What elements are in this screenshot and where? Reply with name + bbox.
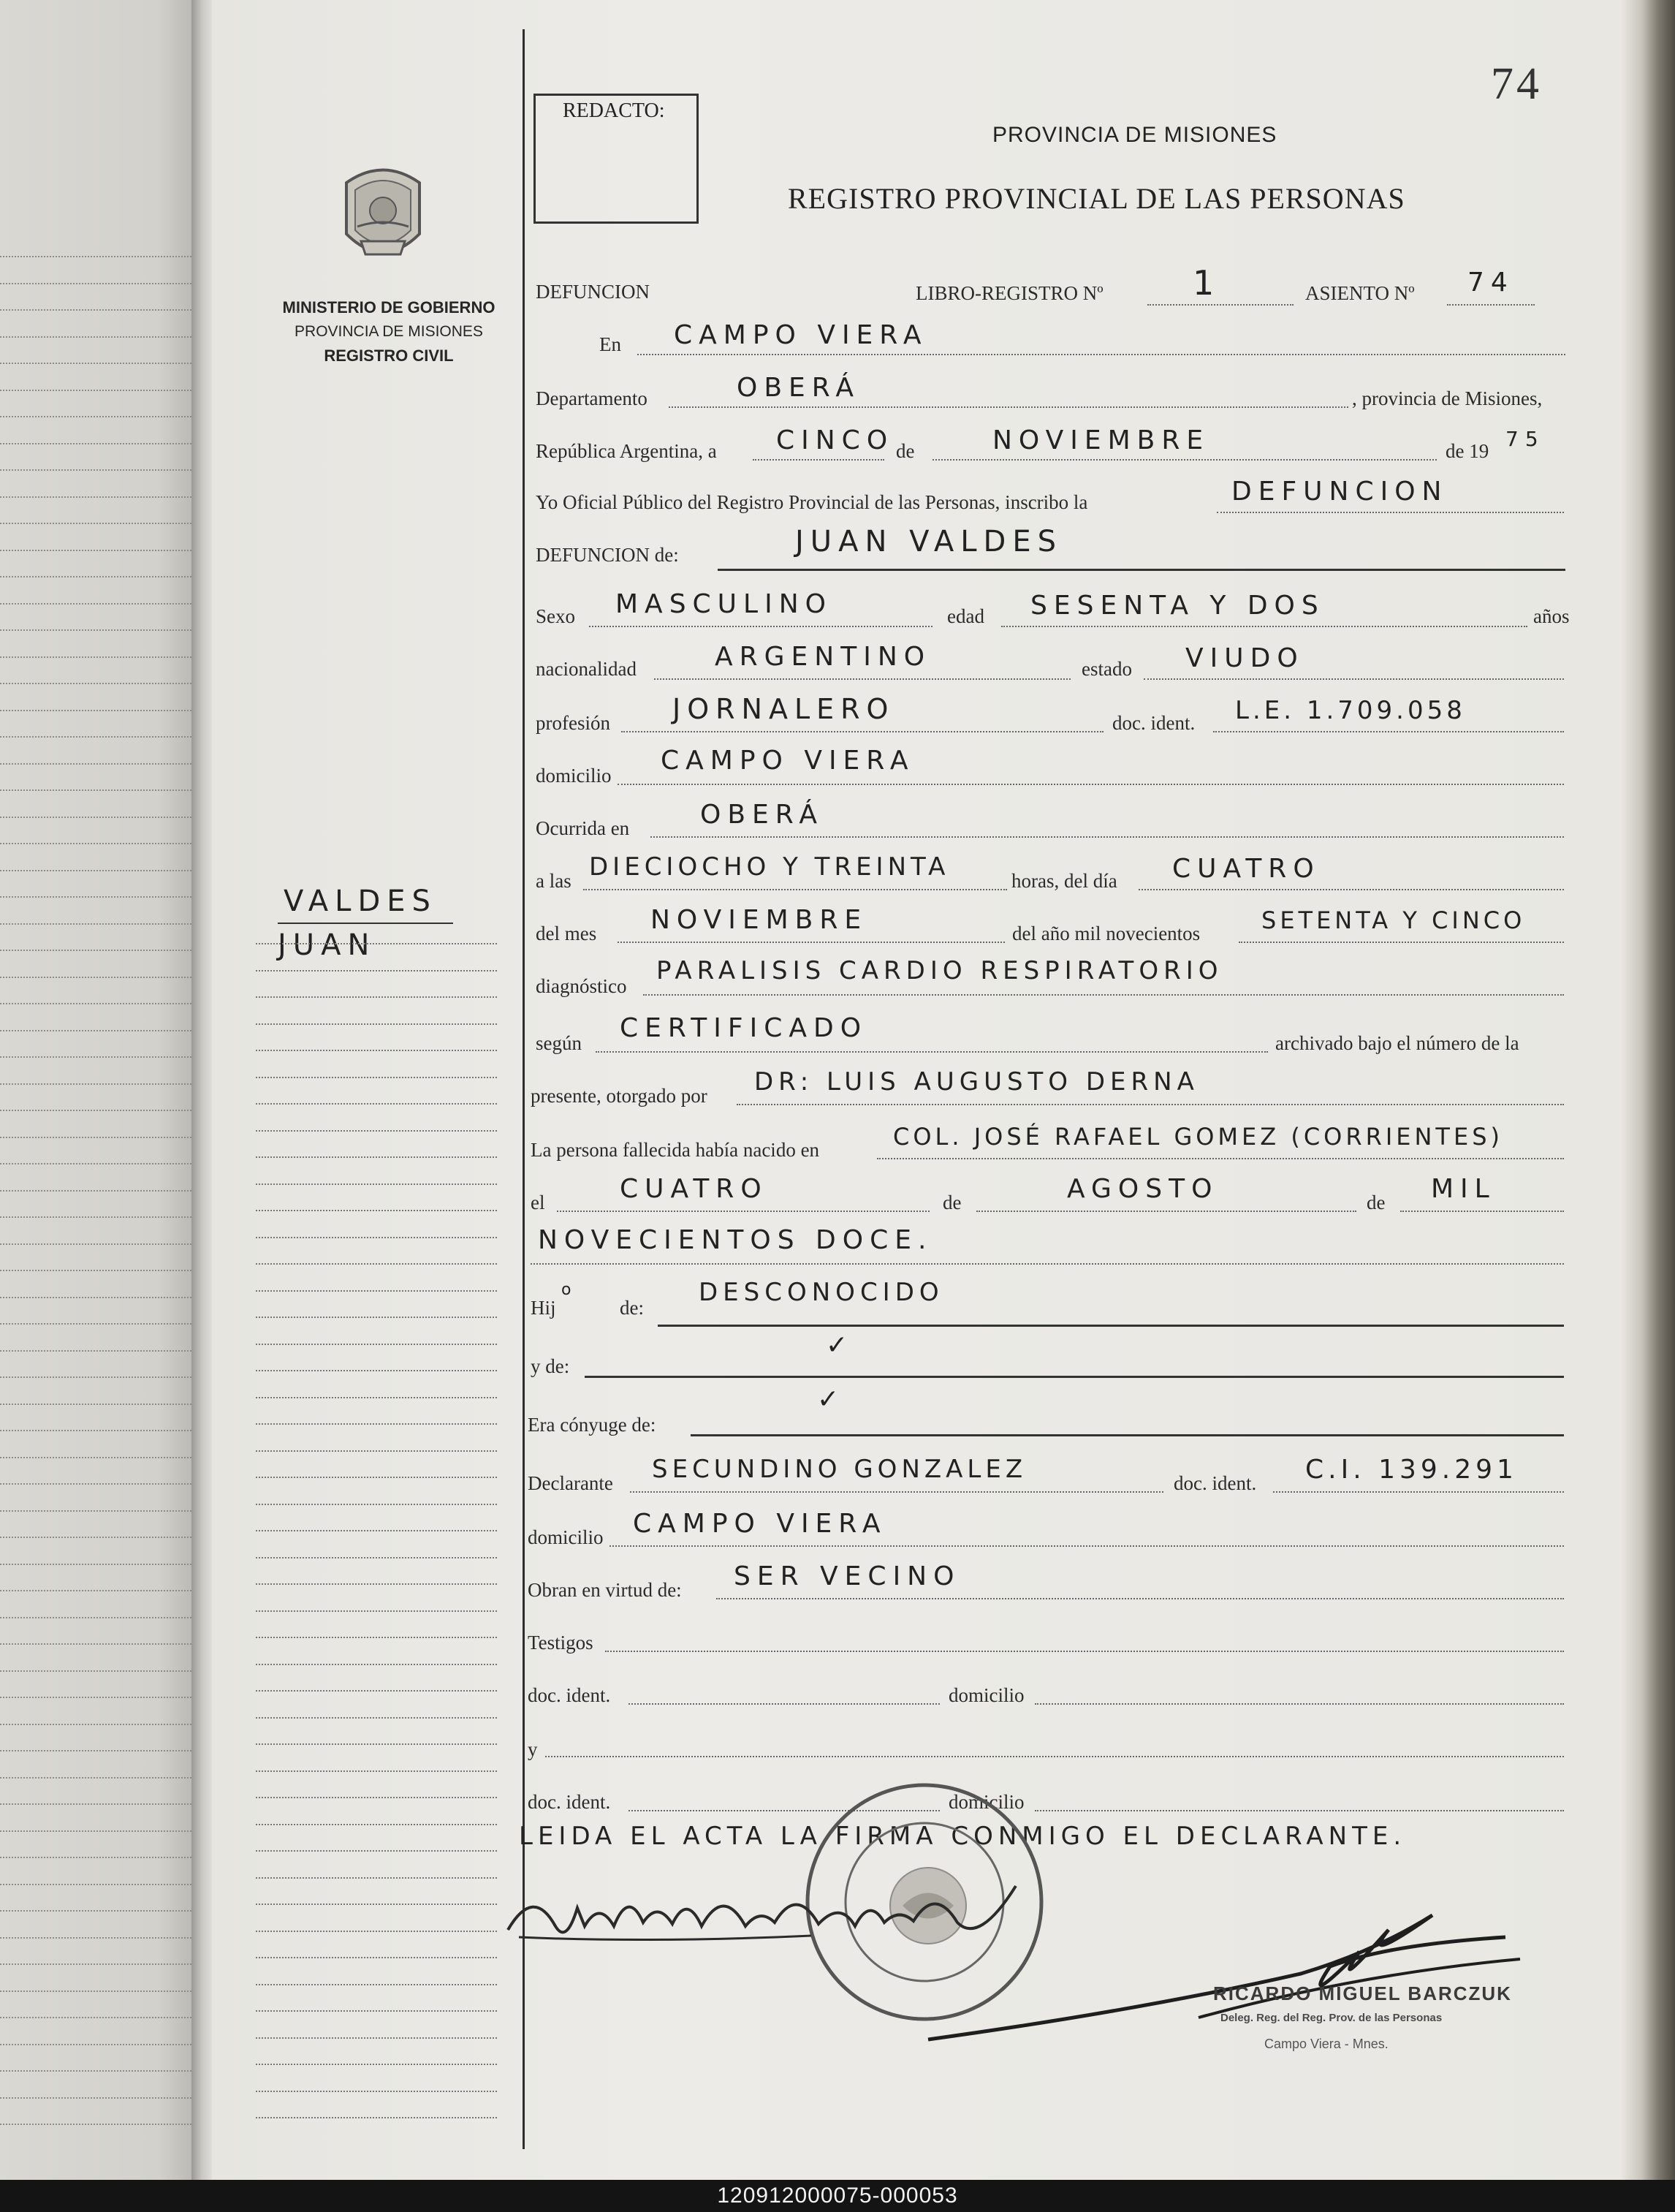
left-page-rule xyxy=(0,1003,191,1004)
margin-rule-line xyxy=(256,1290,497,1292)
yde-label: y de: xyxy=(531,1355,570,1377)
profesion-dots xyxy=(621,731,1104,732)
margin-rule-line xyxy=(256,1050,497,1051)
medico-value: DR: LUIS AUGUSTO DERNA xyxy=(754,1067,1199,1096)
hijo-suffix: o xyxy=(561,1281,571,1299)
left-page-rule xyxy=(0,336,191,338)
testigo2-domicilio-dots xyxy=(1035,1810,1564,1811)
registry-title: REGISTRO PROVINCIAL DE LAS PERSONAS xyxy=(788,182,1405,215)
margin-rule-line xyxy=(256,1824,497,1825)
margin-rule-line xyxy=(256,1931,497,1932)
nac-anio-dots xyxy=(531,1263,1564,1265)
anio-muerte-value: SETENTA Y CINCO xyxy=(1261,906,1526,934)
diagnostico-label: diagnóstico xyxy=(536,975,627,997)
hijo-label: Hij xyxy=(531,1297,556,1319)
oficial-label: Yo Oficial Público del Registro Provincial de las Personas, inscribo la xyxy=(536,491,1088,513)
left-page-rule xyxy=(0,1777,191,1779)
inscribo-value: DEFUNCION xyxy=(1231,477,1448,507)
closing-statement: LEIDA EL ACTA LA FIRMA CONMIGO EL DECLARANTE. xyxy=(519,1822,1407,1851)
left-page-rule xyxy=(0,923,191,925)
segun-label: según xyxy=(536,1032,582,1054)
left-page-rule xyxy=(0,2044,191,2045)
left-page-rule xyxy=(0,1243,191,1245)
left-page-rule xyxy=(0,843,191,844)
sexo-dots xyxy=(589,626,933,627)
left-page-rule xyxy=(0,1884,191,1885)
margin-rule-line xyxy=(256,1717,497,1719)
margin-rule-line xyxy=(256,1477,497,1478)
margin-rule-line xyxy=(256,1156,497,1158)
profesion-label: profesión xyxy=(536,712,610,734)
dia-value: CINCO xyxy=(776,425,895,455)
margin-rule-line xyxy=(256,1103,497,1105)
left-page-rule xyxy=(0,309,191,311)
delmes-label: del mes xyxy=(536,923,597,944)
left-page-rule xyxy=(0,576,191,577)
left-page-rule xyxy=(0,443,191,444)
presente-label: presente, otorgado por xyxy=(531,1085,707,1107)
testigo1-doc-dots xyxy=(628,1703,940,1705)
nac-mes-dots xyxy=(976,1211,1356,1212)
left-page-rule xyxy=(0,1323,191,1325)
libro-value: 1 xyxy=(1193,263,1221,303)
left-page-rule xyxy=(0,896,191,898)
provincia-label: , provincia de Misiones, xyxy=(1352,387,1543,409)
margin-rule-line xyxy=(256,2091,497,2092)
left-page-rule xyxy=(0,977,191,978)
fallecido-line xyxy=(718,569,1565,571)
testigo2-dots xyxy=(545,1756,1564,1757)
nacido-dots xyxy=(877,1158,1564,1159)
left-page xyxy=(0,0,197,2180)
y-label: y xyxy=(528,1738,538,1760)
dia-muerte-dots xyxy=(1139,889,1564,890)
left-page-rule xyxy=(0,1830,191,1832)
left-page-rule xyxy=(0,1857,191,1858)
en-label: En xyxy=(599,333,621,355)
margin-rule-line xyxy=(256,2037,497,2039)
left-page-rule xyxy=(0,736,191,738)
left-page-rule xyxy=(0,1110,191,1111)
left-page-rule xyxy=(0,1083,191,1085)
edad-label: edad xyxy=(947,605,984,627)
left-page-rule xyxy=(0,1617,191,1618)
conyuge-line xyxy=(691,1434,1564,1436)
margin-rule-line xyxy=(256,1664,497,1665)
medico-dots xyxy=(737,1104,1564,1105)
declarante-domicilio-dots xyxy=(609,1545,1564,1547)
nac-de2-label: de xyxy=(1367,1192,1386,1213)
nac-mil-dots xyxy=(1400,1211,1564,1212)
defuncion-heading: DEFUNCION xyxy=(536,281,650,303)
ministry-block xyxy=(257,295,520,368)
margin-rule-line xyxy=(256,2064,497,2065)
diagnostico-value: PARALISIS CARDIO RESPIRATORIO xyxy=(656,956,1223,985)
departamento-value: OBERÁ xyxy=(737,373,860,403)
margin-note-surname: VALDES xyxy=(284,885,437,918)
ocurrida-value: OBERÁ xyxy=(700,800,824,830)
margin-rule-line xyxy=(256,1743,497,1745)
segun-value: CERTIFICADO xyxy=(620,1013,868,1043)
left-page-rule xyxy=(0,256,191,257)
left-page-rule xyxy=(0,1430,191,1431)
left-page-rule xyxy=(0,1030,191,1031)
left-page-rule xyxy=(0,1457,191,1458)
estado-value: VIUDO xyxy=(1185,643,1304,673)
declarante-doc-label: doc. ident. xyxy=(1174,1472,1257,1494)
margin-rule-line xyxy=(256,1317,497,1318)
inscribo-dots xyxy=(1217,512,1564,513)
profesion-value: JORNALERO xyxy=(672,693,895,725)
nac-mes-value: AGOSTO xyxy=(1067,1174,1219,1204)
left-page-rule xyxy=(0,1697,191,1698)
left-page-rule xyxy=(0,283,191,284)
declarante-label: Declarante xyxy=(528,1472,613,1494)
official-signature xyxy=(921,1886,1535,2061)
margin-rule-line xyxy=(256,970,497,971)
ministry-name: MINISTERIO DE GOBIERNO xyxy=(282,298,495,317)
hora-dots xyxy=(583,889,1007,890)
margin-rule-line xyxy=(256,1797,497,1798)
departamento-label: Departamento xyxy=(536,387,647,409)
left-page-rule xyxy=(0,1537,191,1538)
estado-label: estado xyxy=(1082,658,1132,680)
margin-rule-line xyxy=(256,1530,497,1531)
declarante-domicilio-value: CAMPO VIERA xyxy=(633,1509,887,1539)
margin-rule-line xyxy=(256,1183,497,1185)
hijo-line xyxy=(658,1325,1564,1327)
el-label: el xyxy=(531,1192,545,1213)
margin-rule-line xyxy=(256,1344,497,1345)
left-page-rule xyxy=(0,629,191,631)
yde-line xyxy=(585,1376,1564,1378)
left-page-rule xyxy=(0,1750,191,1751)
doc-dots xyxy=(1213,731,1564,732)
margin-rule-line xyxy=(256,1130,497,1132)
obran-label: Obran en virtud de: xyxy=(528,1579,682,1601)
margin-rule-line xyxy=(256,2010,497,2012)
hijo-de-label: de: xyxy=(620,1297,644,1319)
left-page-rule xyxy=(0,1056,191,1058)
declarante-domicilio-label: domicilio xyxy=(528,1526,604,1548)
edad-value: SESENTA Y DOS xyxy=(1030,591,1325,621)
province-emblem-icon xyxy=(332,161,434,270)
yde-value: ✓ xyxy=(826,1330,848,1360)
left-page-rule xyxy=(0,2097,191,2099)
anios-label: años xyxy=(1533,605,1570,627)
left-page-rule xyxy=(0,1724,191,1725)
left-page-rule xyxy=(0,1564,191,1565)
left-page-rule xyxy=(0,550,191,551)
left-page-rule xyxy=(0,1670,191,1672)
libro-dots xyxy=(1147,304,1294,306)
nac-anio-value: NOVECIENTOS DOCE. xyxy=(538,1225,933,1255)
nacionalidad-value: ARGENTINO xyxy=(715,642,932,672)
dia-muerte-value: CUATRO xyxy=(1172,854,1321,884)
declarante-doc-value: C.I. 139.291 xyxy=(1305,1455,1518,1485)
obran-dots xyxy=(716,1598,1564,1599)
nac-dia-dots xyxy=(557,1211,930,1212)
official-name-stamp: RICARDO MIGUEL BARCZUK xyxy=(1213,1982,1512,2004)
doc-label: doc. ident. xyxy=(1112,712,1196,734)
left-page-rule xyxy=(0,416,191,417)
ministry-office: REGISTRO CIVIL xyxy=(324,346,454,365)
segun-dots xyxy=(596,1051,1268,1053)
horas-label: horas, del día xyxy=(1011,870,1117,892)
left-page-rule xyxy=(0,2124,191,2125)
margin-rule-line xyxy=(256,1610,497,1612)
testigo1-domicilio-label: domicilio xyxy=(949,1684,1025,1706)
mes-value: NOVIEMBRE xyxy=(992,425,1210,455)
nac-de-label: de xyxy=(943,1192,962,1213)
margin-rule-line xyxy=(256,1210,497,1211)
de19-label: de 19 xyxy=(1446,440,1489,462)
left-page-rule xyxy=(0,496,191,498)
left-page-rule xyxy=(0,469,191,471)
margin-rule-line xyxy=(256,1877,497,1879)
left-page-rule xyxy=(0,1137,191,1138)
margin-rule-line xyxy=(256,1237,497,1238)
asiento-dots xyxy=(1447,304,1535,306)
asiento-label: ASIENTO Nº xyxy=(1305,282,1415,304)
left-page-rule xyxy=(0,1350,191,1352)
anio-muerte-dots xyxy=(1239,942,1564,943)
testigo2-doc-label: doc. ident. xyxy=(528,1791,611,1813)
dia-dots xyxy=(753,459,884,461)
left-page-rule xyxy=(0,1190,191,1192)
official-role-stamp: Deleg. Reg. del Reg. Prov. de las Personas xyxy=(1220,2012,1443,2024)
testigos-dots xyxy=(605,1651,1564,1652)
image-caption: 120912000075-000053 xyxy=(717,2183,958,2208)
margin-rule-line xyxy=(256,1637,497,1638)
margin-rule-line xyxy=(256,1423,497,1425)
margin-rule-line xyxy=(256,1984,497,1985)
margin-note-underline xyxy=(278,923,453,924)
testigo1-domicilio-dots xyxy=(1035,1703,1564,1705)
ocurrida-label: Ocurrida en xyxy=(536,817,630,839)
anio-value: 75 xyxy=(1505,427,1545,451)
left-page-rule xyxy=(0,763,191,765)
left-page-rule xyxy=(0,656,191,658)
province-title: PROVINCIA DE MISIONES xyxy=(992,123,1277,147)
margin-rule-line xyxy=(256,1370,497,1371)
left-page-rule xyxy=(0,1216,191,1218)
delanio-label: del año mil novecientos xyxy=(1012,923,1201,944)
page-number: 74 xyxy=(1491,59,1542,109)
left-page-rule xyxy=(0,2017,191,2018)
sexo-label: Sexo xyxy=(536,605,575,627)
left-page-rule xyxy=(0,817,191,818)
left-page-rule xyxy=(0,603,191,605)
redacto-label: REDACTO: xyxy=(563,99,665,122)
left-page-rule xyxy=(0,1510,191,1512)
official-place-stamp: Campo Viera - Mnes. xyxy=(1264,2037,1389,2051)
nac-mil-value: MIL xyxy=(1431,1174,1496,1204)
left-page-rule xyxy=(0,1803,191,1805)
archivado-label: archivado bajo el número de la xyxy=(1275,1032,1519,1054)
left-page-rule xyxy=(0,710,191,711)
left-page-rule xyxy=(0,683,191,684)
estado-dots xyxy=(1144,678,1564,680)
left-page-rule xyxy=(0,870,191,871)
margin-rule-line xyxy=(256,1023,497,1025)
conyuge-label: Era cónyuge de: xyxy=(528,1414,656,1436)
margin-rule-line xyxy=(256,1850,497,1852)
left-page-rule xyxy=(0,1404,191,1405)
margin-note-name: JUAN xyxy=(278,928,376,962)
conyuge-value: ✓ xyxy=(817,1385,840,1414)
nacido-label: La persona fallecida había nacido en xyxy=(531,1139,820,1161)
mes-muerte-value: NOVIEMBRE xyxy=(650,905,868,935)
margin-rule-line xyxy=(256,1504,497,1505)
margin-rule-line xyxy=(256,1904,497,1905)
defuncion-de-label: DEFUNCION de: xyxy=(536,544,679,566)
left-page-rule xyxy=(0,1937,191,1939)
nac-dia-value: CUATRO xyxy=(620,1174,768,1204)
left-page-rule xyxy=(0,1163,191,1164)
left-page-rule xyxy=(0,363,191,364)
en-dots xyxy=(637,354,1565,355)
hijo-value: DESCONOCIDO xyxy=(699,1278,944,1307)
margin-rule-line xyxy=(256,1557,497,1558)
margin-rule-line xyxy=(256,1263,497,1265)
testigo1-doc-label: doc. ident. xyxy=(528,1684,611,1706)
left-page-rule xyxy=(0,1991,191,1992)
left-page-rule xyxy=(0,523,191,524)
left-page-rule xyxy=(0,1270,191,1271)
left-page-rule xyxy=(0,1963,191,1965)
declarante-dots xyxy=(630,1491,1163,1493)
domicilio-dots xyxy=(618,784,1564,785)
en-value: CAMPO VIERA xyxy=(674,320,928,350)
declarante-value: SECUNDINO GONZALEZ xyxy=(652,1455,1028,1484)
de-label: de xyxy=(896,440,915,462)
domicilio-value: CAMPO VIERA xyxy=(661,746,915,776)
testigo2-domicilio-label: domicilio xyxy=(949,1791,1025,1813)
margin-rule-line xyxy=(256,2117,497,2118)
nacionalidad-dots xyxy=(654,678,1071,680)
diagnostico-dots xyxy=(643,994,1564,996)
hora-value: DIECIOCHO Y TREINTA xyxy=(589,852,950,882)
libro-label: LIBRO-REGISTRO Nº xyxy=(916,282,1104,304)
left-page-rule xyxy=(0,789,191,791)
margin-rule-line xyxy=(256,1583,497,1585)
departamento-dots xyxy=(669,406,1348,408)
alas-label: a las xyxy=(536,870,571,892)
edad-dots xyxy=(1001,626,1527,627)
declarante-doc-dots xyxy=(1273,1491,1564,1493)
nacionalidad-label: nacionalidad xyxy=(536,658,637,680)
ocurrida-dots xyxy=(650,836,1564,838)
mes-muerte-dots xyxy=(618,942,1005,943)
obran-value: SER VECINO xyxy=(734,1561,961,1591)
left-page-rule xyxy=(0,950,191,951)
margin-rule-line xyxy=(256,943,497,944)
left-page-rule xyxy=(0,2070,191,2072)
margin-rule-line xyxy=(256,1397,497,1398)
left-page-rule xyxy=(0,1297,191,1298)
margin-rule-line xyxy=(256,996,497,998)
fallecido-value: JUAN VALDES xyxy=(795,525,1063,558)
testigos-label: Testigos xyxy=(528,1632,593,1654)
left-page-rule xyxy=(0,1483,191,1485)
margin-rule-line xyxy=(256,1690,497,1692)
left-page-rule xyxy=(0,1910,191,1912)
doc-value: L.E. 1.709.058 xyxy=(1235,696,1466,725)
domicilio-label: domicilio xyxy=(536,765,612,787)
left-page-rule xyxy=(0,1376,191,1378)
book-cover-edge xyxy=(1619,0,1675,2180)
margin-rule-line xyxy=(256,1957,497,1958)
sexo-value: MASCULINO xyxy=(615,589,832,619)
left-page-rule xyxy=(0,1590,191,1591)
margin-rule-line xyxy=(256,1077,497,1078)
margin-rule-line xyxy=(256,1450,497,1452)
republica-label: República Argentina, a xyxy=(536,440,717,462)
left-page-rule xyxy=(0,390,191,391)
nacido-value: COL. JOSÉ RAFAEL GOMEZ (CORRIENTES) xyxy=(893,1123,1503,1151)
asiento-value: 74 xyxy=(1467,268,1514,298)
mes-dots xyxy=(933,459,1437,461)
left-page-rule xyxy=(0,1643,191,1645)
margin-rule-line xyxy=(256,1770,497,1772)
ministry-province: PROVINCIA DE MISIONES xyxy=(295,323,483,340)
